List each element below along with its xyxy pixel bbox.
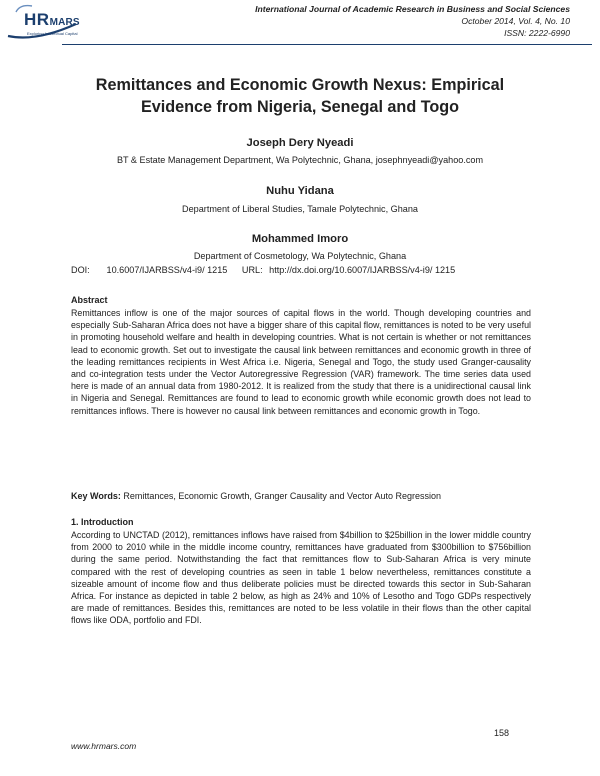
author-name: Mohammed Imoro (251, 233, 349, 245)
paper-title: Remittances and Economic Growth Nexus: Empirical Evidence from Nigeria, Senegal and Togo (95, 76, 505, 116)
abstract-text: Remittances inflow is one of the major sources of capital flows in the world. Though developing countries and especially Sub-Saharan Africa does not have a bigger share of this capital flow, remittances is noted to be very useful in promoting household welfare and health in developing countries. What is not certain is whether or not remittances lead to economic growth. Set out to investigate the causal link between remittances and economic growth in three of the leading remittances recipients in West Africa i.e. Nigeria, Senegal and Togo, the study used Granger-causality and co-integration tests under the Vector Autoregressive Regression (VAR) framework. The time series data used here is made of an annual data from 1980-2012. It is realized from the study that there is a unidirectional causal link in Nigeria and Senegal. Remittances are found to lead to economic growth while economic growth does not lead to remittances inflows. There is however no causal link between remittances and economic growth in Togo. (71, 308, 531, 416)
journal-name: International Journal of Academic Research in Business and Social Sciences (255, 4, 570, 14)
page-number: 158 (493, 728, 509, 738)
author-affiliation: Department of Cosmetology, Wa Polytechnic, Ghana (193, 251, 407, 261)
author-name: Joseph Dery Nyeadi (246, 137, 354, 149)
header-divider (62, 44, 592, 45)
url-value[interactable]: http://dx.doi.org/10.6007/IJARBSS/v4-i9/ 1215 (269, 265, 456, 275)
keywords-text: Remittances, Economic Growth, Granger Causality and Vector Auto Regression (123, 491, 442, 501)
doi-line (71, 265, 455, 275)
footer-url[interactable]: www.hrmars.com (71, 741, 137, 751)
logo-text: HRMARS (24, 10, 80, 29)
author-affiliation: BT & Estate Management Department, Wa Polytechnic, Ghana, josephnyeadi@yahoo.com (116, 155, 484, 165)
author-affiliation: Department of Liberal Studies, Tamale Polytechnic, Ghana (182, 204, 418, 214)
keywords (71, 491, 441, 501)
journal-info (255, 3, 570, 39)
introduction-text: According to UNCTAD (2012), remittances inflows have raised from $4billion to $25billion in the lower middle country from 2000 to 2010 while in the middle income country, remittances have graduated from $300billion to $756billion during the same period. Notwithstanding the fact that remittances flow to Sub-Saharan Africa is very minute compared with the rest of developing countries as seen in table 1 below nevertheless, remittances constitute a sizeable amount of income flow and thus deliberate policies must be directed towards this sector in Sub-Saharan Africa. For instance as depicted in table 2 below, as high as 24% and 10% of Lesotho and Togo GDPs respectively are made of remittances. Besides this, remittances are noted to be less volatile in their flows than the other capital flows like ODA, portfolio and FDI. (71, 530, 531, 626)
introduction-heading: 1. Introduction (71, 517, 134, 527)
abstract-heading: Abstract (71, 295, 108, 305)
journal-issue: October 2014, Vol. 4, No. 10 (461, 16, 570, 26)
journal-issn: ISSN: 2222-6990 (504, 28, 570, 38)
doi-label: DOI: (71, 265, 90, 275)
journal-logo (6, 2, 96, 42)
logo-tagline: Exploring Intellectual Capital (27, 31, 78, 36)
doi-value[interactable]: 10.6007/IJARBSS/v4-i9/ 1215 (106, 265, 228, 275)
url-label: URL: (241, 265, 263, 275)
author-name: Nuhu Yidana (266, 185, 334, 197)
keywords-label: Key Words: (71, 491, 121, 501)
